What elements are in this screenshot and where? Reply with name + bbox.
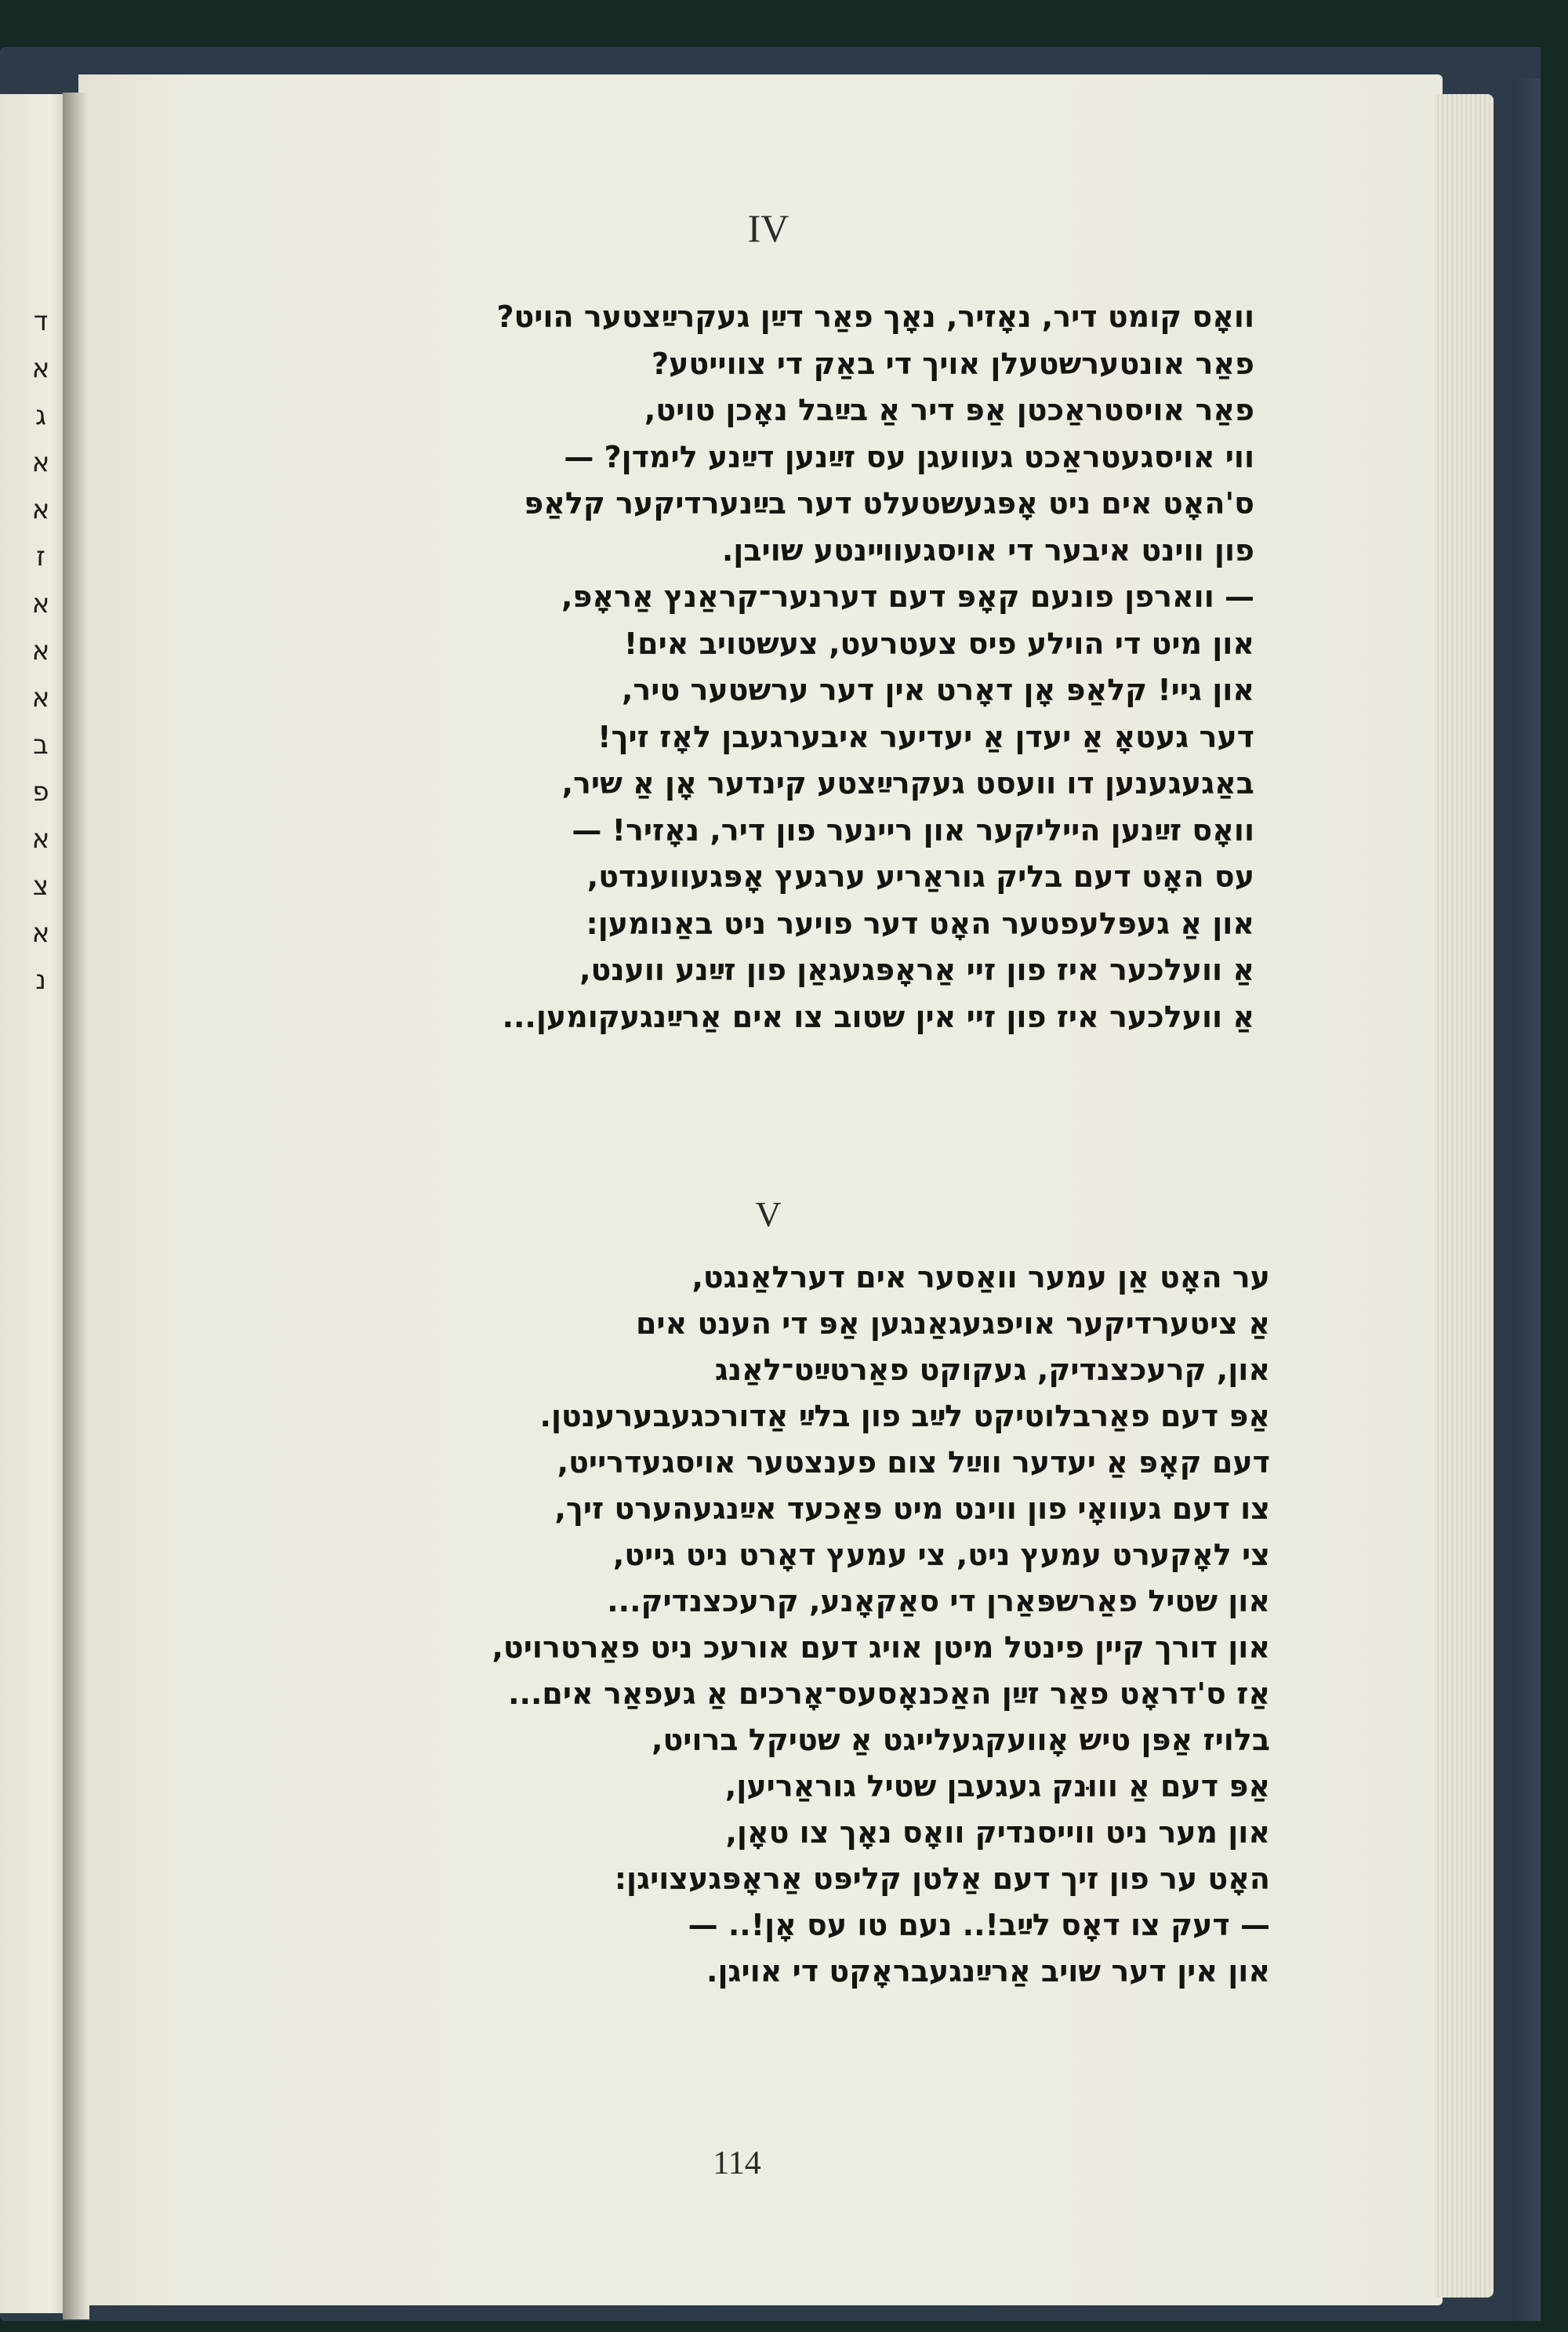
poem-line: באַגעגענען דו וועסט געקרײַצטע קינדער אָן אַ שיר,	[561, 766, 1254, 801]
section-iv-heading: IV	[747, 206, 789, 250]
poem-line: האָט ער פון זיך דעם אַלטן קליפּט אַראָפּגעצויגן:	[614, 1862, 1270, 1896]
margin-glyph: ב	[33, 729, 49, 761]
poem-line: פאַר אויסטראַכטן אַפּ דיר אַ בײַבל נאָכן טויט,	[644, 393, 1254, 427]
page-number: 114	[713, 2145, 761, 2181]
cover-edge	[1513, 78, 1541, 2321]
section-v-poem	[251, 1255, 1270, 1995]
poem-line: אַפּ דעם פאַרבלוטיקט לײַב פון בלײַ אַדורכגעבערענטן.	[539, 1399, 1270, 1433]
poem-line: ער האָט אַן עמער וואַסער אים דערלאַנגט,	[691, 1260, 1270, 1295]
poem-line: — דעק צו דאָס לײַב!.. נעם טו עס אָן!.. —	[688, 1908, 1270, 1942]
poem-line: אַ וועלכער איז פון זיי אַראָפּגעגאַן פון זײַנע ווענט,	[579, 953, 1254, 987]
poem-line: פאַר אונטערשטעלן אויך די באַק די צווייטע?	[652, 346, 1254, 381]
section-iv-poem	[235, 294, 1254, 1041]
margin-glyph: א	[31, 917, 50, 949]
poem-line: אַ ציטערדיקער אויפגעגאַנגען אַפּ די הענט אים	[635, 1306, 1270, 1341]
section-v-heading: V	[755, 1194, 782, 1234]
margin-glyph: ג	[34, 400, 46, 431]
poem-line: ס'האָט אים ניט אָפּגעשטעלט דער בײַנערדיקער קלאַפּ	[524, 486, 1254, 521]
margin-glyph: נ	[35, 964, 46, 996]
margin-glyph: ד	[33, 306, 49, 337]
poem-line: צו דעם געוואָי פון ווינט מיט פּאַכעד אײַנגעהערט זיך,	[554, 1491, 1270, 1526]
margin-glyph: א	[31, 635, 50, 667]
poem-line: אַז ס'דראָט פאַר זײַן האַכנאָסעס־אָרכים אַ געפאַר אים...	[508, 1676, 1270, 1711]
poem-line: — ווארפן פונעם קאָפּ דעם דערנער־קראַנץ אַראָפּ,	[561, 579, 1254, 614]
poem-line: און, קרעכצנדיק, געקוקט פאַרטײַט־לאַנג	[714, 1353, 1270, 1387]
poem-line: דעם קאָפּ אַ יעדער ווײַל צום פענצטער אויסגעדרייט,	[557, 1445, 1270, 1480]
book-gutter	[63, 93, 89, 2319]
poem-line: וואָס זײַנען הייליקער און ריינער פון דיר, נאָזיר! —	[572, 812, 1254, 848]
poem-line: וואָס קומט דיר, נאָזיר, נאָך פאַר דײַן געקרײַצטער הויט?	[496, 300, 1254, 334]
poem-line: דער געטאָ אַ יעדן אַ יעדיער איבערגעבן לאָז זיך!	[597, 719, 1254, 754]
margin-glyph: ז	[36, 541, 45, 572]
previous-page-edge	[0, 94, 72, 2313]
poem-line: און אין דער שויב אַרײַנגעבראָקט די אויגן.	[706, 1954, 1270, 1989]
poem-line: עס האָט דעם בליק גוראַריע ערגעץ אָפּגעווענדט,	[586, 859, 1254, 894]
margin-glyph: א	[31, 823, 50, 855]
margin-glyph: א	[31, 494, 50, 525]
poem-line: און גיי! קלאַפּ אָן דאָרט אין דער ערשטער טיר,	[621, 673, 1254, 707]
page-stack-edges	[1435, 94, 1494, 2297]
poem-line: און מער ניט ווייסנדיק וואָס נאָך צו טאָן,	[725, 1815, 1270, 1850]
poem-line: און שטיל פאַרשפּאַרן די סאַקאָנע, קרעכצנדיק...	[607, 1584, 1270, 1618]
margin-glyph: א	[31, 353, 50, 384]
margin-glyph: א	[31, 682, 50, 714]
poem-line: ווי אויסגעטראַכט געוועגן עס זײַנען דײַנע לימדן? —	[564, 439, 1254, 474]
margin-glyph: צ	[32, 870, 49, 902]
poem-line: בלויז אַפּן טיש אָוועקגעלייגט אַ שטיקל ברויט,	[652, 1723, 1270, 1757]
poem-line: צי לאָקערט עמעץ ניט, צי עמעץ דאָרט ניט גייט,	[612, 1538, 1270, 1572]
poem-line: און אַ געפּלעפטער האָט דער פויער ניט באַנומען:	[586, 906, 1254, 941]
margin-glyph: פ	[32, 776, 49, 808]
margin-glyph: א	[31, 588, 50, 619]
poem-line: און דורך קיין פינטל מיטן אויג דעם אורעכ ניט פאַרטרויט,	[492, 1630, 1270, 1665]
margin-glyph: א	[31, 447, 50, 478]
poem-line: אַפּ דעם אַ וווּנק געגעבן שטיל גוראַריען,	[724, 1769, 1270, 1803]
poem-line: אַ וועלכער איז פון זיי אין שטוב צו אים אַרײַנגעקומען...	[502, 999, 1254, 1034]
poem-line: און מיט די הוילע פיס צעטרעט, צעשטויב אים!	[623, 626, 1254, 661]
previous-page-glyphs	[25, 298, 56, 1004]
poem-line: פון ווינט איבער די אויסגעווײנטע שויבן.	[721, 532, 1254, 568]
